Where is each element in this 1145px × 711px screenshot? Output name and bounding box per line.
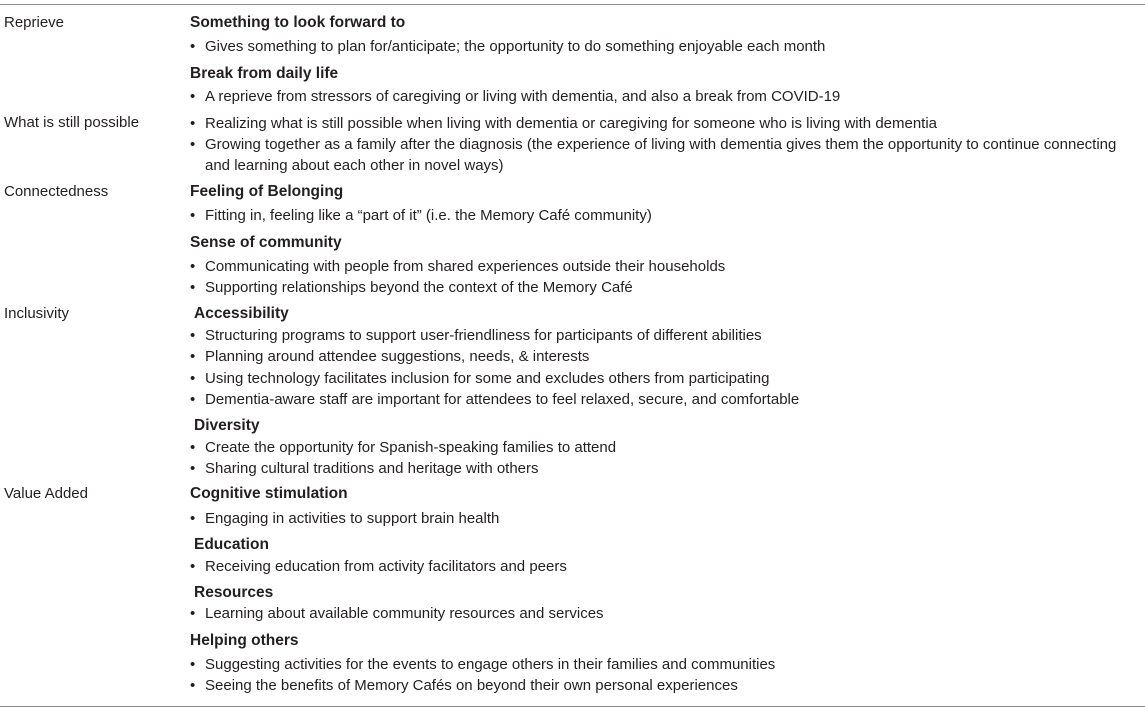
list-item — [190, 437, 1135, 458]
subtheme-resources: Resources — [194, 584, 274, 601]
bullet: • — [190, 38, 196, 55]
bullet: • — [190, 88, 196, 105]
bullet: • — [190, 136, 196, 153]
subtheme-something-to-look-forward-to: Something to look forward to — [190, 14, 406, 31]
bullet: • — [190, 207, 196, 224]
list-item-text: Seeing the benefits of Memory Cafés on beyond their own personal experiences — [205, 677, 738, 694]
list-item-text: Engaging in activities to support brain health — [205, 510, 500, 527]
list-item-text: Growing together as a family after the diagnosis (the experience of living with dementia gives them the opportunity to continue connecting and learning about each other in novel ways) — [205, 136, 1117, 174]
list-item-text: Sharing cultural traditions and heritage with others — [205, 460, 539, 477]
list-item-text: A reprieve from stressors of caregiving or living with dementia, and also a break from COVID-19 — [205, 88, 841, 105]
subtheme-diversity: Diversity — [194, 417, 260, 434]
bullet: • — [190, 348, 196, 365]
subtheme-feeling-of-belonging: Feeling of Belonging — [190, 183, 344, 200]
list-item-text: Fitting in, feeling like a “part of it” (i.e. the Memory Café community) — [205, 207, 652, 224]
subtheme-sense-of-community: Sense of community — [190, 234, 342, 251]
list-item-text: Create the opportunity for Spanish-speaking families to attend — [205, 439, 617, 456]
bullet: • — [190, 370, 196, 387]
bullet: • — [190, 677, 196, 694]
list-item-text: Realizing what is still possible when living with dementia or caregiving for someone who is living with dementia — [205, 115, 938, 132]
list-item — [190, 256, 1135, 277]
subtheme-break-from-daily-life: Break from daily life — [190, 65, 339, 82]
list-item — [190, 277, 1135, 298]
list-item — [190, 134, 1135, 176]
bullet: • — [190, 327, 196, 344]
list-item-text: Receiving education from activity facilitators and peers — [205, 558, 567, 575]
list-item — [190, 603, 1135, 624]
list-item — [190, 325, 1135, 346]
theme-value-added: Value Added — [4, 485, 88, 502]
bullet: • — [190, 460, 196, 477]
bullet: • — [190, 391, 196, 408]
subtheme-cognitive-stimulation: Cognitive stimulation — [190, 485, 348, 502]
theme-what-is-still-possible: What is still possible — [4, 114, 140, 131]
theme-reprieve: Reprieve — [4, 14, 65, 31]
table-top-rule — [0, 4, 1145, 5]
theme-connectedness: Connectedness — [4, 183, 109, 200]
subtheme-helping-others: Helping others — [190, 632, 299, 649]
list-item — [190, 654, 1135, 675]
bullet: • — [190, 115, 196, 132]
subtheme-accessibility: Accessibility — [194, 305, 289, 322]
list-item-text: Planning around attendee suggestions, needs, & interests — [205, 348, 590, 365]
list-item — [190, 389, 1135, 410]
list-item — [190, 368, 1135, 389]
list-item-text: Using technology facilitates inclusion for some and excludes others from participating — [205, 370, 770, 387]
bullet: • — [190, 439, 196, 456]
bullet: • — [190, 510, 196, 527]
list-item — [190, 86, 1135, 107]
list-item-text: Suggesting activities for the events to engage others in their families and communities — [205, 656, 776, 673]
list-item — [190, 508, 1135, 529]
list-item — [190, 675, 1135, 696]
theme-inclusivity: Inclusivity — [4, 305, 70, 322]
list-item-text: Structuring programs to support user-friendliness for participants of different abilities — [205, 327, 762, 344]
bullet: • — [190, 558, 196, 575]
bullet: • — [190, 656, 196, 673]
list-item — [190, 458, 1135, 479]
bullet: • — [190, 258, 196, 275]
list-item-text: Learning about available community resources and services — [205, 605, 604, 622]
bullet: • — [190, 279, 196, 296]
list-item — [190, 346, 1135, 367]
bullet: • — [190, 605, 196, 622]
list-item-text: Dementia-aware staff are important for attendees to feel relaxed, secure, and comfortable — [205, 391, 800, 408]
subtheme-education: Education — [194, 536, 269, 553]
list-item — [190, 36, 1135, 57]
list-item-text: Communicating with people from shared experiences outside their households — [205, 258, 726, 275]
table-bottom-rule — [0, 706, 1145, 707]
list-item-text: Gives something to plan for/anticipate; the opportunity to do something enjoyable each month — [205, 38, 826, 55]
list-item-text: Supporting relationships beyond the context of the Memory Café — [205, 279, 633, 296]
list-item — [190, 205, 1135, 226]
list-item — [190, 113, 1135, 134]
list-item — [190, 556, 1135, 577]
